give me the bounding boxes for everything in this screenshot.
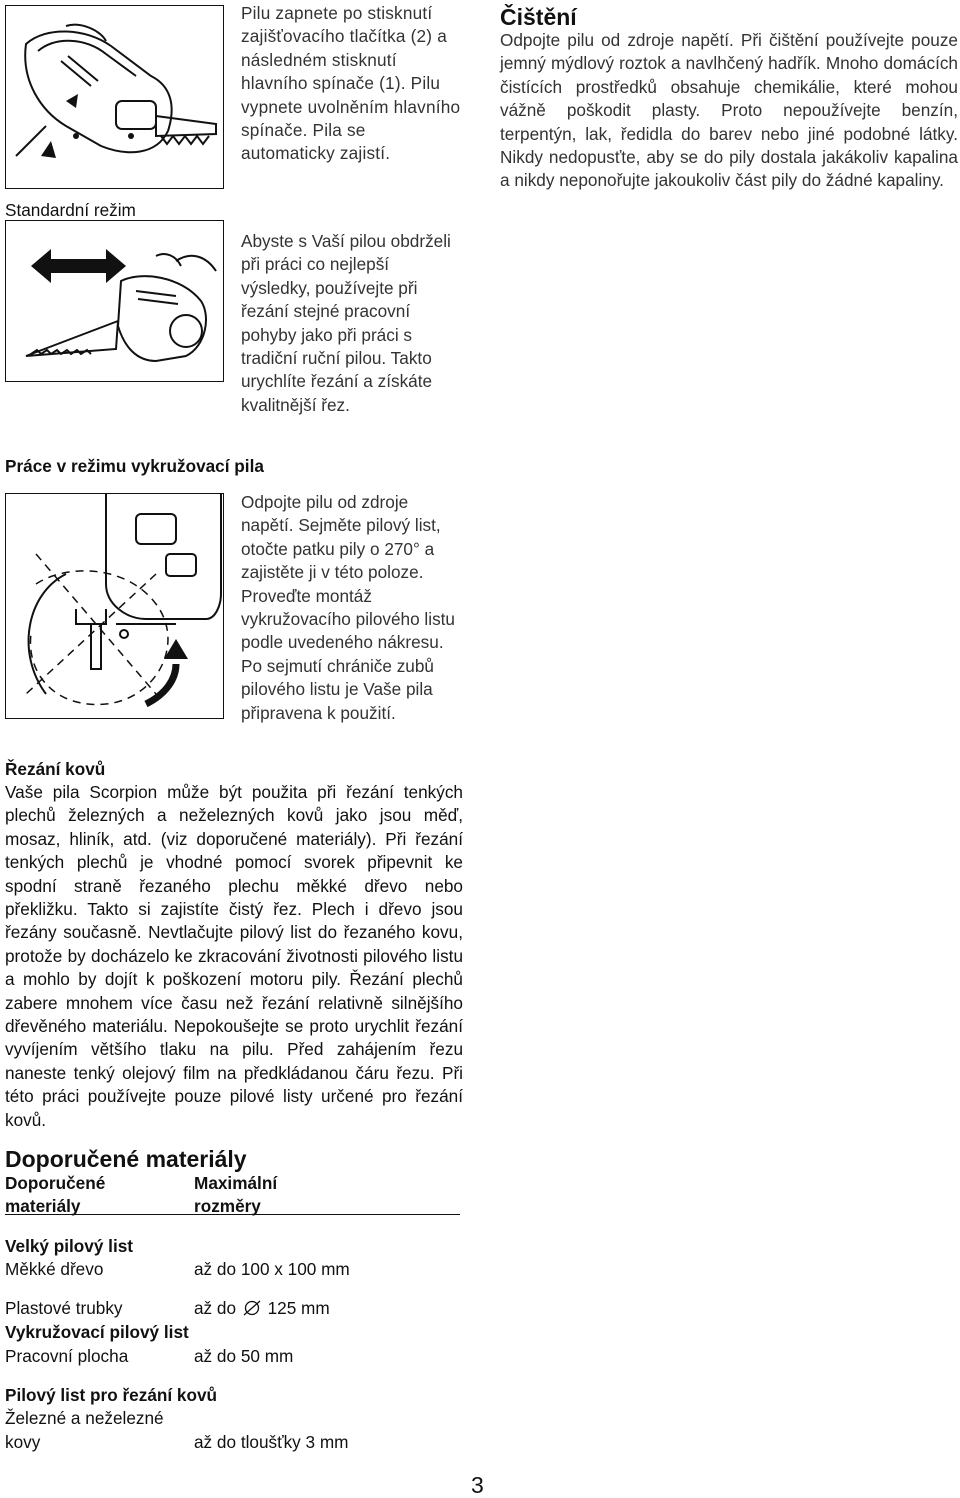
metal-cutting-text: Vaše pila Scorpion může být použita při řezání tenkých plechů železných a neželezných kovů jako jsou měď, mosaz, hliník, atd. (viz doporučené materiály). Při řezání tenkých plechů je vhodné pomocí svorek připevnit ke spodní straně řezaného plechu měkké dřevo nebo překližku. Takto si zajistíte čistý řez. Plech i dřevo jsou řezány současně. Nevtlačujte pilový list do řezaného kovu, protože by docházelo ke zkracování životnosti pilového listu a mohlo by dojít k poškození motoru pily. Řezání plechů zabere mnohem více času než řezání relativně silnějšího dřevěného materiálu. Nepokoušejte se proto urychlit řezání vyvíjením většího tlaku na pilu. Před zahájením řezu naneste tenký olejový film na předkládanou čáru řezu. Při této práci používejte pouze pilové listy určené pro řezání kovů.: [5, 782, 463, 1130]
ferrous-label-1: Železné a neželezné: [5, 1408, 164, 1428]
diameter-icon: [241, 1300, 263, 1316]
table-header-dimensions-2: rozměry: [194, 1196, 261, 1216]
saw-standard-illustration: [6, 221, 223, 381]
group-metal-blade: Pilový list pro řezání kovů: [5, 1385, 218, 1405]
figure-standard-mode: [5, 220, 224, 382]
plastic-pipes-prefix: až do: [194, 1298, 237, 1318]
cleaning-heading: Čištění: [500, 4, 577, 30]
circular-mode-heading: Práce v režimu vykružovací pila: [5, 456, 264, 476]
work-surface-value: až do 50 mm: [194, 1346, 294, 1366]
switch-on-text: Pilu zapnete po stisknutí zajišťovacího tlačítka (2) a následném stisknutí hlavního spínače (1). Pilu vypnete uvolněním hlavního spínače. Pila se automaticky zajistí.: [241, 3, 461, 164]
plastic-pipes-value: [194, 1297, 330, 1320]
soft-wood-value: až do 100 x 100 mm: [194, 1259, 350, 1279]
table-header-materials-1: Doporučené: [5, 1173, 106, 1193]
figure-switch: [5, 5, 224, 189]
figure-circular-mode: [5, 493, 224, 719]
ferrous-label-2: kovy: [5, 1432, 41, 1452]
page-number: 3: [471, 1472, 484, 1498]
plastic-pipes-suffix: 125 mm: [267, 1298, 330, 1318]
cleaning-text: Odpojte pilu od zdroje napětí. Při čištění používejte pouze jemný mýdlový roztok a navlhčený hadřík. Mnoho domácích čistících prostředků obsahuje chemikálie, které mohou vážně poškodit plasty. Proto nepoužívejte benzín, terpentýn, lak, ředidla do barev nebo jiné podobné látky. Nikdy nedopusťte, aby se do pily dostala jakákoliv kapalina a nikdy neponořujte jakoukoliv část pily do žádné kapaliny.: [500, 30, 958, 191]
soft-wood-label: Měkké dřevo: [5, 1259, 104, 1279]
table-header-rule: [5, 1214, 460, 1215]
best-results-text: Abyste s Vaší pilou obdrželi při práci co nejlepší výsledky, používejte při řezání stejné pracovní pohyby jako při práci s tradiční ruční pilou. Takto urychlíte řezání a získáte kvalitnější řez.: [241, 231, 451, 415]
table-header-materials-2: materiály: [5, 1196, 81, 1216]
table-header-dimensions-1: Maximální: [194, 1173, 278, 1193]
circular-instructions-text: Odpojte pilu od zdroje napětí. Sejměte pilový list, otočte patku pily o 270° a zajistěte ji v této poloze. Proveďte montáž vykružovacího pilového listu podle uvedeného nákresu. Po sejmutí chrániče zubů pilového listu je Vaše pila připravena k použití.: [241, 492, 455, 723]
group-circular-blade: Vykružovací pilový list: [5, 1322, 189, 1342]
plastic-pipes-label: Plastové trubky: [5, 1298, 123, 1318]
saw-circular-illustration: [6, 494, 223, 718]
saw-switch-illustration: [6, 6, 223, 188]
metal-cutting-heading: Řezání kovů: [5, 759, 106, 779]
ferrous-value: až do tloušťky 3 mm: [194, 1432, 349, 1452]
group-large-blade: Velký pilový list: [5, 1236, 134, 1256]
recommended-materials-heading: Doporučené materiály: [5, 1146, 247, 1172]
work-surface-label: Pracovní plocha: [5, 1346, 129, 1366]
standard-mode-heading: Standardní režim: [5, 200, 136, 220]
